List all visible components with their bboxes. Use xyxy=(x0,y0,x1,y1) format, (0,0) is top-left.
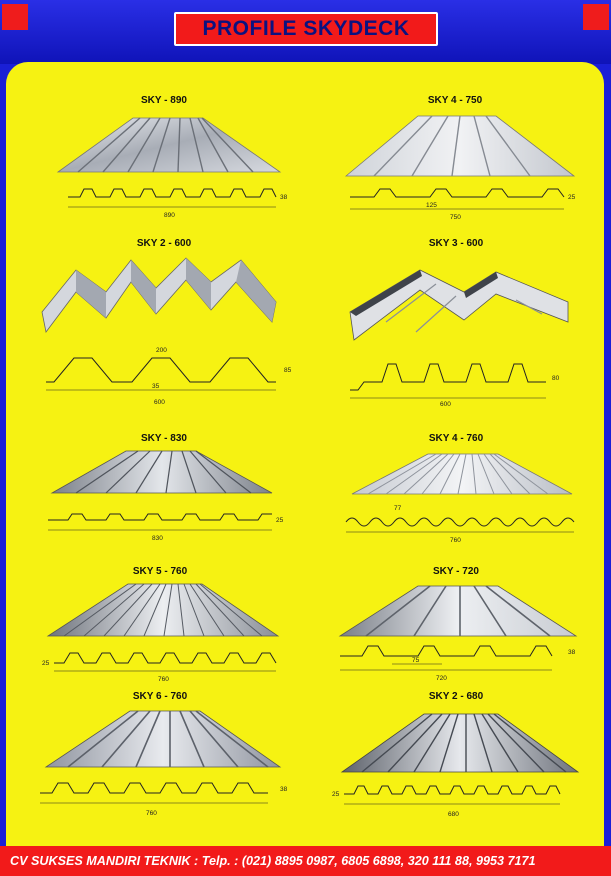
dimension-label: 760 xyxy=(146,810,157,817)
cross-section-diagram xyxy=(44,508,284,546)
dimension-label: 25 xyxy=(42,660,50,667)
dimension-label: 25 xyxy=(332,791,340,798)
page-title: PROFILE SKYDECK xyxy=(202,17,410,40)
dimension-label: 25 xyxy=(276,517,284,524)
header-banner xyxy=(0,0,611,64)
profile-label: SKY 3 - 600 xyxy=(428,238,484,249)
dimension-label: 760 xyxy=(158,676,169,683)
profile-label: SKY 4 - 760 xyxy=(428,433,484,444)
roof-sheet-image xyxy=(46,447,276,499)
contact-footer xyxy=(0,846,611,876)
dimension-label: 35 xyxy=(152,383,160,390)
dimension-label: 125 xyxy=(426,202,437,209)
dimension-label: 830 xyxy=(152,535,163,542)
dimension-label: 200 xyxy=(156,347,167,354)
cross-section-diagram xyxy=(342,500,578,546)
cross-section-diagram xyxy=(344,354,564,414)
dimension-label: 750 xyxy=(450,214,461,221)
roof-sheet-image xyxy=(336,582,581,642)
profile-label: SKY 6 - 760 xyxy=(132,691,188,702)
dimension-label: 720 xyxy=(436,675,447,682)
dimension-label: 77 xyxy=(394,505,402,512)
dimension-label: 890 xyxy=(164,212,175,219)
profile-label: SKY 5 - 760 xyxy=(132,566,188,577)
roof-sheet-image xyxy=(42,580,282,642)
profile-label: SKY 2 - 680 xyxy=(428,691,484,702)
profile-label: SKY - 830 xyxy=(141,433,187,444)
contact-text: CV SUKSES MANDIRI TEKNIK : Telp. : (021) 8895 0987, 6805 6898, 320 111 88, 9953 7171 xyxy=(10,854,536,868)
profile-label: SKY 4 - 750 xyxy=(427,95,483,106)
dimension-label: 38 xyxy=(568,649,576,656)
dimension-label: 760 xyxy=(450,537,461,544)
dimension-label: 38 xyxy=(280,194,288,201)
dimension-label: 75 xyxy=(412,657,420,664)
roof-sheet-image xyxy=(346,262,572,346)
dimension-label: 600 xyxy=(154,399,165,406)
dimension-label: 85 xyxy=(284,367,292,374)
roof-sheet-image xyxy=(338,708,582,778)
dimension-label: 25 xyxy=(568,194,576,201)
dimension-label: 600 xyxy=(440,401,451,408)
cross-section-diagram xyxy=(332,642,582,684)
profile-label: SKY - 890 xyxy=(141,95,187,106)
profile-label: SKY 2 - 600 xyxy=(136,238,192,249)
dimension-label: 38 xyxy=(280,786,288,793)
corner-accent xyxy=(583,4,609,30)
cross-section-diagram xyxy=(60,185,290,225)
roof-sheet-image xyxy=(340,110,580,185)
cross-section-diagram xyxy=(346,185,586,225)
dimension-label: 80 xyxy=(552,375,560,382)
roof-sheet-image xyxy=(48,110,288,185)
roof-sheet-image xyxy=(40,705,285,775)
corner-accent xyxy=(2,4,28,30)
title-box xyxy=(174,12,438,46)
roof-sheet-image xyxy=(346,450,576,498)
profile-label: SKY - 720 xyxy=(433,566,479,577)
cross-section-diagram xyxy=(40,342,300,412)
dimension-label: 680 xyxy=(448,811,459,818)
roof-sheet-image xyxy=(36,252,286,342)
cross-section-diagram xyxy=(36,779,296,824)
cross-section-diagram xyxy=(330,780,580,826)
cross-section-diagram xyxy=(40,643,285,685)
